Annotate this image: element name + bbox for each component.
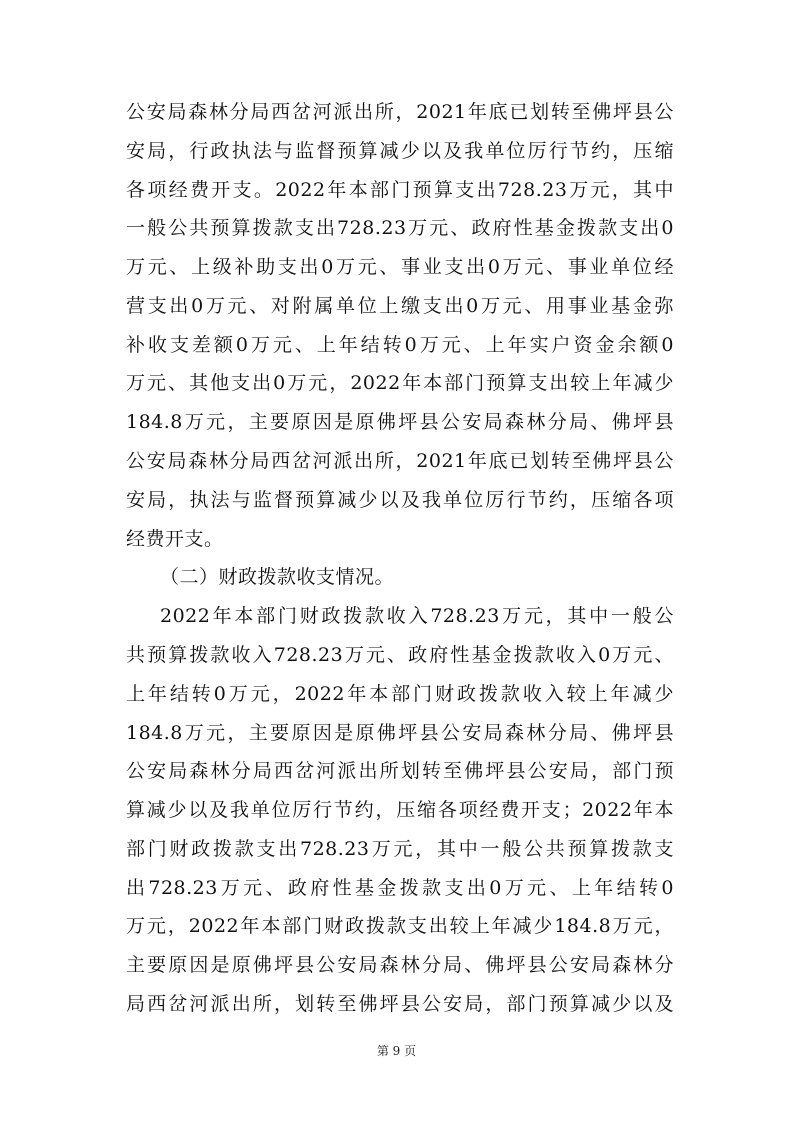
body-text-line: 主要原因是原佛坪县公安局森林分局、佛坪县公安局森林分 [126, 954, 674, 976]
section-heading: （二）财政拨款收支情况。 [160, 566, 395, 588]
body-text-line: 补收支差额0万元、上年结转0万元、上年实户资金余额0 [126, 334, 674, 356]
body-text-line: 安局，行政执法与监督预算减少以及我单位厉行节约，压缩 [126, 140, 674, 162]
body-text-line: 部门财政拨款支出728.23万元，其中一般公共预算拨款支 [126, 838, 674, 860]
body-text-line: 各项经费开支。2022年本部门预算支出728.23万元，其中 [126, 179, 674, 201]
body-text-line: 共预算拨款收入728.23万元、政府性基金拨款收入0万元、 [126, 644, 674, 666]
body-text-line: 公安局森林分局西岔河派出所，2021年底已划转至佛坪县公 [126, 101, 674, 123]
body-text-line: 算减少以及我单位厉行节约，压缩各项经费开支；2022年本 [126, 799, 674, 821]
body-text-line: 一般公共预算拨款支出728.23万元、政府性基金拨款支出0 [126, 217, 674, 239]
body-text-line: 局西岔河派出所，划转至佛坪县公安局，部门预算减少以及 [126, 993, 674, 1015]
body-text-line: 安局，执法与监督预算减少以及我单位厉行节约，压缩各项 [126, 489, 674, 511]
body-text-line: 万元、其他支出0万元，2022年本部门预算支出较上年减少 [126, 372, 674, 394]
body-text-line: 万元，2022年本部门财政拨款支出较上年减少184.8万元， [126, 915, 674, 937]
body-text-line: 184.8万元，主要原因是原佛坪县公安局森林分局、佛坪县 [126, 411, 674, 433]
body-text-line: 上年结转0万元，2022年本部门财政拨款收入较上年减少 [126, 683, 674, 705]
page-number: 第 9 页 [376, 1044, 417, 1058]
body-text-line: 2022年本部门财政拨款收入728.23万元，其中一般公 [160, 605, 674, 627]
body-text-line: 出728.23万元、政府性基金拨款支出0万元、上年结转0 [126, 877, 674, 899]
body-text-line: 公安局森林分局西岔河派出所划转至佛坪县公安局，部门预 [126, 760, 674, 782]
body-text-line: 184.8万元，主要原因是原佛坪县公安局森林分局、佛坪县 [126, 722, 674, 744]
body-text-line: 万元、上级补助支出0万元、事业支出0万元、事业单位经 [126, 256, 674, 278]
body-text-line: 经费开支。 [126, 528, 224, 550]
body-text-line: 营支出0万元、对附属单位上缴支出0万元、用事业基金弥 [126, 295, 674, 317]
body-text-line: 公安局森林分局西岔河派出所，2021年底已划转至佛坪县公 [126, 450, 674, 472]
